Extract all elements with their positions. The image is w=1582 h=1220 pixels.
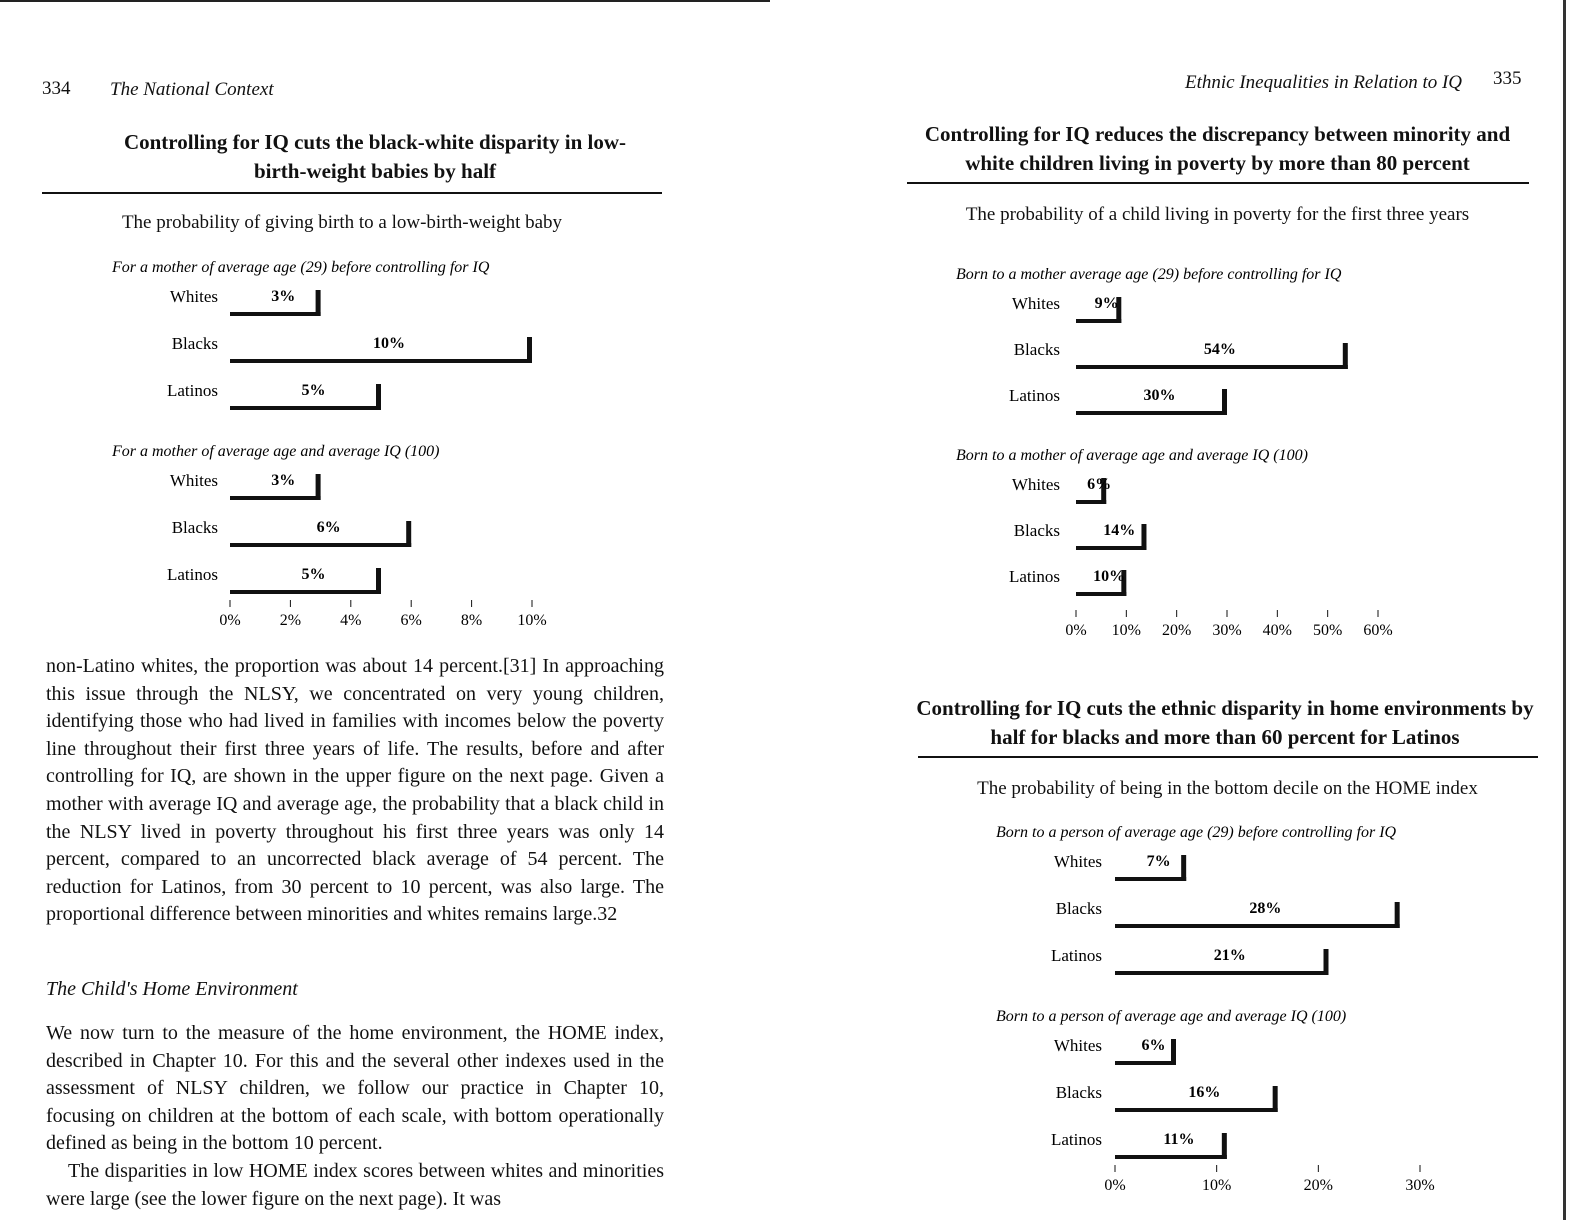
chart-3-bar xyxy=(1115,877,1186,881)
chart-3-bar xyxy=(1115,1108,1278,1112)
chart-2-title: Controlling for IQ reduces the discrepancy between minority and white children living in poverty by more than 80 percent xyxy=(924,122,1511,175)
chart-1-x-tick-label: 10% xyxy=(517,612,547,629)
chart-3-category-label: Blacks xyxy=(1055,1083,1102,1102)
chart-3-bar-end-tick xyxy=(1324,949,1329,975)
chart-2-category-label: Blacks xyxy=(1013,521,1060,540)
chart-3-value-label: 6% xyxy=(1141,1037,1166,1054)
chart-2-group-label-1: Born to a mother of average age and average IQ (100) xyxy=(956,447,1308,464)
chart-3-bar xyxy=(1115,1155,1227,1159)
chart-1-category-label: Blacks xyxy=(171,334,218,353)
book-spine-edge xyxy=(1563,0,1566,1220)
chart-3-category-label: Whites xyxy=(1053,1036,1102,1055)
chart-2-value-label: 54% xyxy=(1203,341,1236,358)
chart-1-title: Controlling for IQ cuts the black-white disparity in low-birth-weight babies by half xyxy=(123,130,627,183)
chart-1-category-label: Whites xyxy=(169,471,218,490)
left-page-number: 334 xyxy=(42,78,71,99)
chart-3-category-label: Latinos xyxy=(1051,1130,1102,1149)
chart-3-bar-end-tick xyxy=(1181,855,1186,881)
chart-1-category-label: Blacks xyxy=(171,518,218,537)
chart-1-value-label: 3% xyxy=(271,288,296,305)
chart-2-x-tick-label: 40% xyxy=(1262,622,1292,639)
chart-1-x-tick-label: 0% xyxy=(219,612,241,629)
chart-2-bar xyxy=(1076,365,1348,369)
chart-1-value-label: 3% xyxy=(271,472,296,489)
chart-2-x-tick-label: 0% xyxy=(1065,622,1087,639)
chart-1-bar xyxy=(230,406,381,410)
chart-3-x-tick-label: 10% xyxy=(1202,1177,1232,1194)
chart-3-value-label: 11% xyxy=(1163,1131,1195,1148)
section-heading: The Child's Home Environment xyxy=(46,978,298,1000)
chart-3-x-tick-label: 20% xyxy=(1303,1177,1333,1194)
paragraph-2: We now turn to the measure of the home environment, the HOME index, described in Chapter 10. For this and the several other indexes used in the assessment of NLSY children, we follow our practice in Chapter 10, focusing on children at the bottom of each scale, with bottom operationally defined as being in the bottom 10 percent. xyxy=(46,1022,664,1155)
chart-2-bar xyxy=(1076,546,1146,550)
chart-2-bar xyxy=(1076,319,1121,323)
chart-2 xyxy=(900,255,1520,645)
chart-2-x-tick-label: 10% xyxy=(1111,622,1141,639)
chart-1-bar-end-tick xyxy=(316,290,321,316)
chart-3-category-label: Whites xyxy=(1053,852,1102,871)
chart-1-x-tick-label: 4% xyxy=(340,612,362,629)
chart-3-x-tick-label: 0% xyxy=(1104,1177,1126,1194)
chart-2-category-label: Whites xyxy=(1011,294,1060,313)
chart-3-value-label: 28% xyxy=(1249,900,1282,917)
chart-1-value-label: 10% xyxy=(373,335,405,352)
chart-3-bar xyxy=(1115,971,1329,975)
chart-1-subtitle: The probability of giving birth to a low-birth-weight baby xyxy=(121,212,563,233)
chart-2-value-label: 14% xyxy=(1103,522,1136,539)
chart-3-bar-end-tick xyxy=(1222,1133,1227,1159)
chart-1-category-label: Latinos xyxy=(167,565,218,584)
chart-3-subtitle: The probability of being in the bottom decile on the HOME index xyxy=(977,778,1478,799)
chart-2-value-label: 6% xyxy=(1087,476,1112,493)
chart-1-x-tick-label: 2% xyxy=(279,612,302,629)
chart-2-bar-end-tick xyxy=(1222,389,1227,415)
chart-3 xyxy=(960,815,1520,1215)
chart-1-bar xyxy=(230,312,321,316)
chart-2-group-label-0: Born to a mother average age (29) before controlling for IQ xyxy=(956,266,1342,283)
chart-1-x-tick-label: 6% xyxy=(400,612,422,629)
chart-2-category-label: Whites xyxy=(1011,475,1060,494)
chart-1-bar xyxy=(230,496,321,500)
chart-3-bar-end-tick xyxy=(1171,1039,1176,1065)
chart-1-bar-end-tick xyxy=(406,521,411,547)
chart-1-category-label: Latinos xyxy=(167,381,218,400)
chart-2-title-rule xyxy=(907,182,1529,184)
chart-2-x-tick-label: 60% xyxy=(1363,622,1393,639)
page-top-edge xyxy=(0,0,770,2)
chart-3-category-label: Latinos xyxy=(1051,946,1102,965)
chart-2-subtitle: The probability of a child living in poverty for the first three years xyxy=(965,204,1470,225)
chart-3-value-label: 7% xyxy=(1146,853,1171,870)
chart-3-x-tick-label: 30% xyxy=(1405,1177,1435,1194)
chart-2-x-tick-label: 20% xyxy=(1162,622,1192,639)
chart-3-bar-end-tick xyxy=(1395,902,1400,928)
chart-2-x-tick-label: 50% xyxy=(1313,622,1343,639)
chart-1-value-label: 6% xyxy=(316,519,341,536)
chart-1 xyxy=(0,250,700,645)
chart-1-bar-end-tick xyxy=(376,384,381,410)
chart-1-bar-end-tick xyxy=(316,474,321,500)
chart-3-title-rule xyxy=(918,756,1538,758)
chart-2-x-tick-label: 30% xyxy=(1212,622,1242,639)
chart-1-value-label: 5% xyxy=(301,382,326,399)
chart-1-title-rule xyxy=(42,192,662,194)
chart-1-bar xyxy=(230,359,532,363)
chart-2-bar xyxy=(1076,411,1227,415)
left-body-text-1 xyxy=(46,653,664,929)
right-running-head: Ethnic Inequalities in Relation to IQ xyxy=(1185,72,1463,93)
chart-1-group-label-0: For a mother of average age (29) before controlling for IQ xyxy=(112,259,490,276)
chart-1-x-tick-label: 8% xyxy=(460,612,483,629)
chart-2-value-label: 30% xyxy=(1143,387,1176,404)
chart-2-bar-end-tick xyxy=(1343,343,1348,369)
paragraph-1: non-Latino whites, the proportion was about 14 percent.[31] In approaching this issue through the NLSY, we concentrated on very young children, identifying those who had lived in families with incomes below the poverty line throughout their first three years of life. The results, before and after controlling for IQ, are shown in the upper figure on the next page. Given a mother with average IQ and average age, the probability that a black child in the NLSY lived in poverty throughout his first three years was only 14 percent, compared to an uncorrected black average of 54 percent. The reduction for Latinos, from 30 percent to 10 percent, was also large. The proportional difference between minorities and whites remains large.32 xyxy=(46,655,664,926)
right-page-number: 335 xyxy=(1493,68,1522,89)
chart-3-bar xyxy=(1115,1061,1176,1065)
chart-2-category-label: Latinos xyxy=(1009,567,1060,586)
chart-1-category-label: Whites xyxy=(169,287,218,306)
left-running-head: The National Context xyxy=(110,79,274,100)
chart-2-value-label: 9% xyxy=(1094,295,1119,312)
chart-3-bar xyxy=(1115,924,1400,928)
chart-1-group-label-1: For a mother of average age and average IQ (100) xyxy=(112,443,440,460)
left-body-text-2 xyxy=(46,1020,664,1213)
chart-1-bar xyxy=(230,590,381,594)
chart-2-value-label: 10% xyxy=(1093,568,1126,585)
chart-2-category-label: Blacks xyxy=(1013,340,1060,359)
chart-1-bar xyxy=(230,543,411,547)
chart-3-value-label: 16% xyxy=(1188,1084,1221,1101)
chart-1-bar-end-tick xyxy=(527,337,532,363)
chart-1-bar-end-tick xyxy=(376,568,381,594)
chart-3-group-label-0: Born to a person of average age (29) before controlling for IQ xyxy=(996,824,1397,841)
chart-3-value-label: 21% xyxy=(1213,947,1246,964)
paragraph-3: The disparities in low HOME index scores between whites and minorities were large (see the lower figure on the next page). It was xyxy=(46,1159,664,1210)
chart-2-category-label: Latinos xyxy=(1009,386,1060,405)
chart-3-category-label: Blacks xyxy=(1055,899,1102,918)
chart-3-bar-end-tick xyxy=(1273,1086,1278,1112)
chart-3-group-label-1: Born to a person of average age and average IQ (100) xyxy=(996,1008,1347,1025)
chart-1-value-label: 5% xyxy=(301,566,326,583)
chart-2-bar-end-tick xyxy=(1141,524,1146,550)
chart-3-title: Controlling for IQ cuts the ethnic disparity in home environments by half for blacks and more than 60 percent for Latinos xyxy=(916,696,1534,749)
chart-2-bar xyxy=(1076,592,1126,596)
